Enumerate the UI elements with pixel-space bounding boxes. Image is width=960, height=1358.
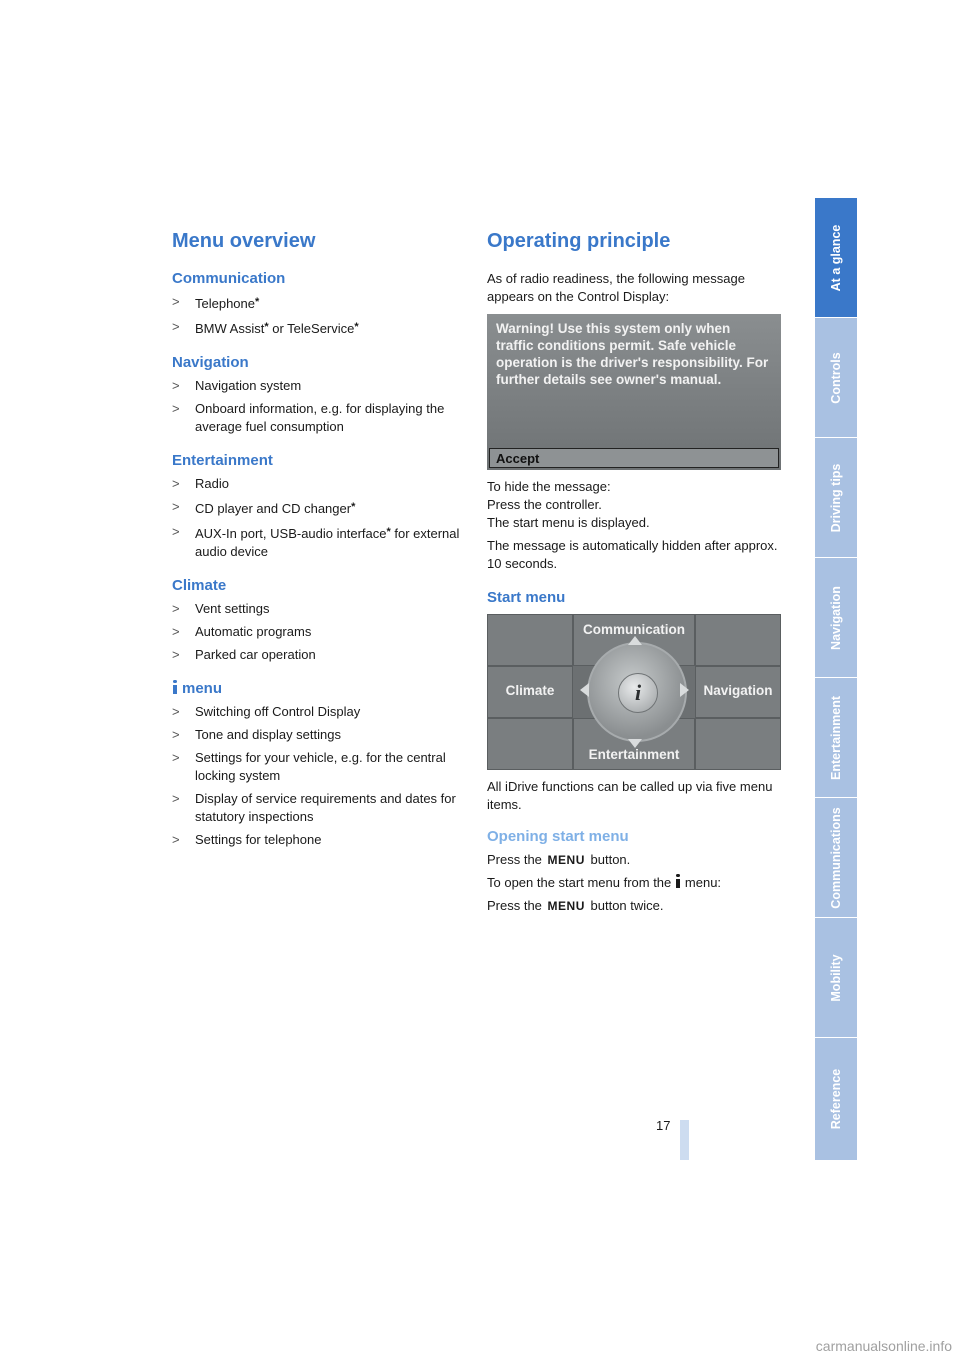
intro-text: As of radio readiness, the following message appears on the Control Display: (487, 271, 745, 304)
menu-button-glyph: MENU (547, 853, 585, 867)
optional-star: * (264, 321, 269, 333)
warning-message: Warning! Use this system only when traffic conditions permit. Safe vehicle operation is the driver's responsibility. For further details see owner's manual. (496, 321, 769, 387)
menu-item-communication[interactable]: Communication (582, 622, 685, 637)
tab-driving-tips[interactable]: Driving tips (815, 438, 857, 557)
climate-list (172, 600, 467, 664)
tab-entertainment[interactable]: Entertainment (815, 678, 857, 797)
section-heading-entertainment: Entertainment (172, 452, 273, 469)
section-heading-imenu: menu (172, 680, 467, 697)
bullet-glyph: > (172, 832, 180, 847)
opening-start-menu-heading: Opening start menu (487, 828, 629, 845)
page-number: 17 (656, 1118, 671, 1133)
bullet-glyph: > (172, 401, 180, 416)
page-marker-bar (680, 1120, 689, 1160)
section-heading-navigation: Navigation (172, 354, 249, 371)
list-item: > BMW Assist* or TeleService* (172, 319, 359, 336)
list-item: > Settings for telephone (172, 832, 322, 847)
bullet-glyph: > (172, 476, 180, 491)
hide-instruction-3: The start menu is displayed. (487, 515, 650, 530)
right-column (487, 226, 782, 920)
list-item: > Switching off Control Display (172, 704, 361, 719)
arrow-left-icon (580, 683, 589, 697)
left-column (172, 226, 467, 854)
list-item: > AUX-In port, USB-audio interface* for external audio device (172, 524, 460, 559)
optional-star: * (351, 501, 356, 513)
accept-button[interactable]: Accept (489, 448, 779, 468)
bullet-glyph: > (172, 378, 180, 393)
hide-instruction-2: Press the controller. (487, 497, 602, 512)
list-item: > Tone and display settings (172, 727, 341, 742)
list-item: > Navigation system (172, 378, 302, 393)
imenu-list (172, 703, 467, 849)
controller-dial (587, 642, 687, 742)
menu-overview-title: Menu overview (172, 230, 316, 252)
menu-item-navigation[interactable]: Navigation (703, 683, 773, 698)
list-item: > Onboard information, e.g. for displaying the average fuel consumption (172, 401, 445, 434)
entertainment-list (172, 475, 467, 561)
list-item: > Settings for your vehicle, e.g. for the central locking system (172, 750, 446, 783)
navigation-list (172, 377, 467, 436)
list-item: > Parked car operation (172, 647, 316, 662)
info-center-icon[interactable]: i (618, 673, 658, 713)
auto-hide-text: The message is automatically hidden after approx. 10 seconds. (487, 538, 778, 571)
bullet-glyph: > (172, 647, 180, 662)
bullet-glyph: > (172, 727, 180, 742)
menu-item-entertainment[interactable]: Entertainment (588, 747, 680, 762)
bullet-glyph: > (172, 319, 180, 334)
operating-principle-title: Operating principle (487, 230, 671, 252)
arrow-right-icon (680, 683, 689, 697)
optional-star: * (255, 296, 260, 308)
menu-item-climate[interactable]: Climate (505, 683, 555, 698)
communication-list (172, 293, 467, 338)
arrow-up-icon (628, 636, 642, 645)
bullet-glyph: > (172, 524, 180, 539)
start-menu-screen (487, 614, 781, 770)
tab-controls[interactable]: Controls (815, 318, 857, 437)
list-item: > CD player and CD changer* (172, 499, 356, 516)
info-icon (172, 680, 178, 694)
tab-at-a-glance[interactable]: At a glance (815, 198, 857, 317)
hide-instruction-1: To hide the message: (487, 479, 611, 494)
bullet-glyph: > (172, 294, 180, 309)
watermark-text: carmanualsonline.info (815, 1338, 952, 1354)
section-heading-communication: Communication (172, 270, 286, 287)
bullet-glyph: > (172, 704, 180, 719)
press-menu-instruction: Press the MENU button. (487, 852, 631, 867)
menu-button-glyph: MENU (547, 899, 585, 913)
tab-navigation[interactable]: Navigation (815, 558, 857, 677)
list-item: > Vent settings (172, 601, 270, 616)
start-menu-heading: Start menu (487, 589, 566, 606)
list-item: > Telephone* (172, 294, 260, 311)
optional-star: * (386, 526, 391, 538)
list-item: > Radio (172, 476, 229, 491)
bullet-glyph: > (172, 791, 180, 806)
info-icon (675, 874, 681, 888)
section-heading-climate: Climate (172, 577, 227, 594)
grid-cell (487, 718, 573, 770)
functions-text: All iDrive functions can be called up via five menu items. (487, 779, 773, 812)
list-item: > Display of service requirements and dates for statutory inspections (172, 791, 456, 824)
bullet-glyph: > (172, 499, 180, 514)
tab-mobility[interactable]: Mobility (815, 918, 857, 1037)
grid-cell (487, 614, 573, 666)
press-menu-twice-instruction: Press the MENU button twice. (487, 898, 664, 913)
tab-communications[interactable]: Communications (815, 798, 857, 917)
list-item: > Automatic programs (172, 624, 312, 639)
bullet-glyph: > (172, 750, 180, 765)
optional-star: * (354, 321, 359, 333)
tab-reference[interactable]: Reference (815, 1038, 857, 1160)
grid-cell (695, 718, 781, 770)
open-from-imenu-instruction: To open the start menu from the menu: (487, 875, 722, 890)
chapter-tabs (815, 198, 857, 1160)
bullet-glyph: > (172, 624, 180, 639)
grid-cell (695, 614, 781, 666)
bullet-glyph: > (172, 601, 180, 616)
warning-screen (487, 314, 781, 470)
